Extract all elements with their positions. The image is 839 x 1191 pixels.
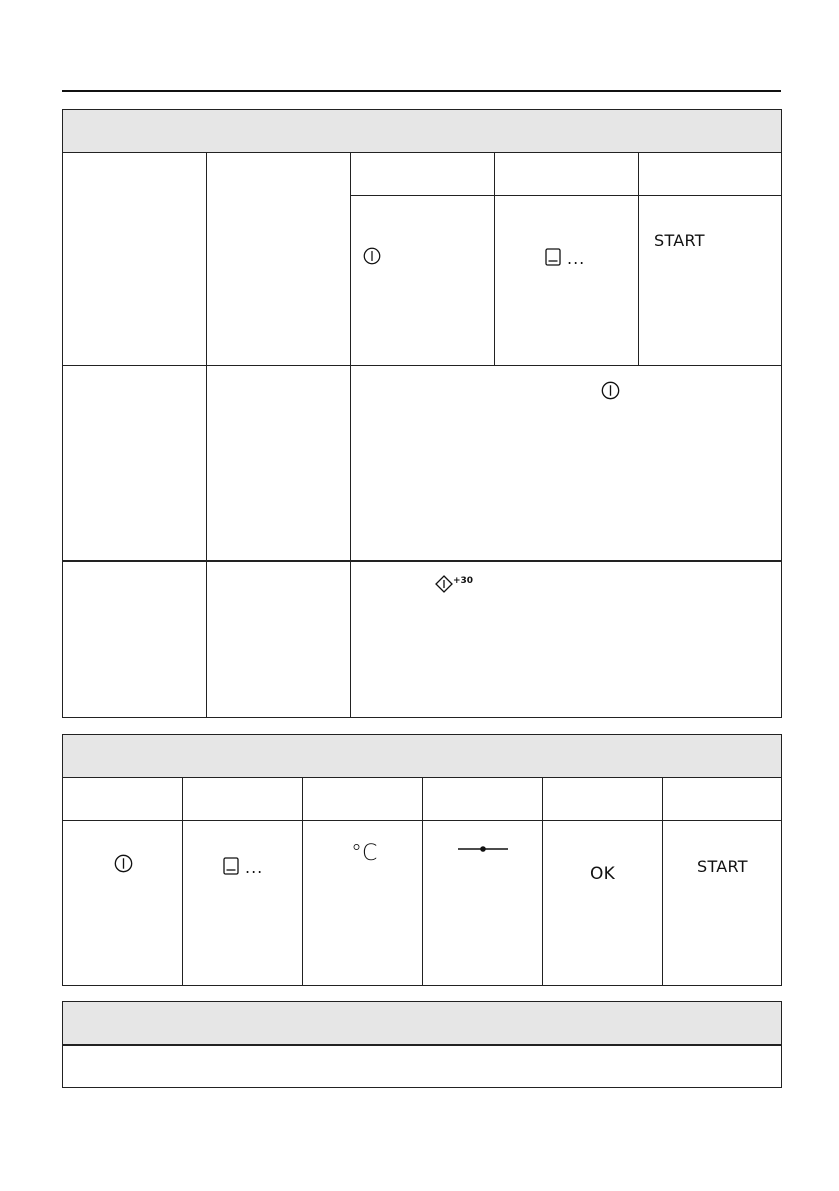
- table1-r1-c2: [206, 152, 351, 366]
- table1-step-cell-start: [638, 195, 782, 366]
- temperature-label: °C: [351, 841, 378, 866]
- table2-cell-function: [182, 820, 303, 986]
- table2-col-header-4: [422, 777, 543, 821]
- table2-col-header-5: [542, 777, 663, 821]
- table2-col-header-2: [182, 777, 303, 821]
- table2-col-header-3: [302, 777, 423, 821]
- table3-body: [62, 1044, 782, 1088]
- oven-function-icon: [545, 248, 561, 270]
- function-suffix: ...: [567, 249, 586, 268]
- table2-col-header-6: [662, 777, 782, 821]
- function-suffix: ...: [245, 858, 264, 877]
- table1-r1-c1: [62, 152, 207, 366]
- table1-step-cell-function: [494, 195, 639, 366]
- function-selector: [223, 857, 263, 879]
- oven-function-icon: [223, 857, 239, 879]
- power-icon: [601, 381, 620, 404]
- table1-header: [62, 109, 782, 153]
- table1-r3-c1: [62, 560, 207, 718]
- table2-cell-ok: [542, 820, 663, 986]
- table1-r1-step-header-1: [350, 152, 495, 196]
- table1-r2-desc: [350, 365, 782, 561]
- plus-30-seconds-icon: [434, 574, 474, 602]
- power-icon: [363, 247, 381, 269]
- table1-r2-c2: [206, 365, 351, 561]
- page-top-rule: [62, 90, 781, 92]
- start-label: START: [654, 231, 705, 250]
- table2-cell-start: [662, 820, 782, 986]
- table1-r3-desc: [350, 560, 782, 718]
- table1-step-cell-onoff: [350, 195, 495, 366]
- table1-r1-step-header-2: [494, 152, 639, 196]
- start-label: START: [697, 857, 748, 876]
- svg-text:+30: +30: [453, 576, 474, 586]
- table2-header: [62, 734, 782, 778]
- table2-cell-temperature: [302, 820, 423, 986]
- table1-r1-step-header-3: [638, 152, 782, 196]
- table1-r3-c2: [206, 560, 351, 718]
- table2-col-header-1: [62, 777, 183, 821]
- table1-r2-c1: [62, 365, 207, 561]
- power-icon: [114, 854, 133, 877]
- function-selector: [545, 248, 585, 270]
- ok-label: OK: [590, 864, 616, 884]
- table2-cell-onoff: [62, 820, 183, 986]
- time-slider-icon: [457, 839, 509, 858]
- table2-cell-time: [422, 820, 543, 986]
- table3-header: [62, 1001, 782, 1046]
